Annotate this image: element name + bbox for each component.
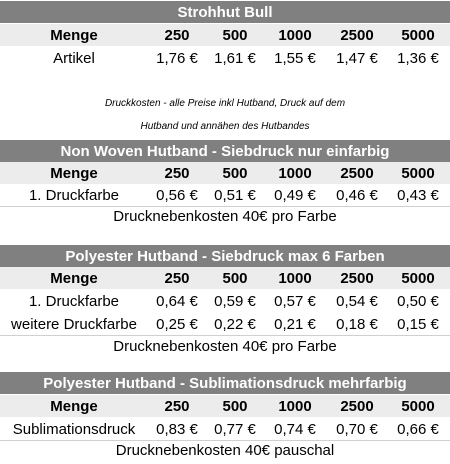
qty-2500: 2500 — [340, 26, 374, 44]
price-cell: 0,59 € — [214, 292, 256, 310]
header-label: Menge — [50, 269, 98, 287]
qty-500: 500 — [222, 397, 248, 415]
price-cell: 0,77 € — [214, 420, 256, 438]
row-label: 1. Druckfarbe — [28, 186, 120, 204]
row-label: Sublimationsdruck — [12, 420, 136, 438]
price-cell: 1,47 € — [336, 49, 378, 67]
polyester-sieb-header-row — [0, 267, 450, 289]
nonwoven-note: Drucknebenkosten 40€ pro Farbe — [113, 208, 337, 225]
strohhut-header-row — [0, 24, 450, 46]
price-cell: 0,21 € — [274, 315, 316, 333]
polyester-subli-header-row — [0, 395, 450, 417]
qty-250: 250 — [164, 397, 190, 415]
price-cell: 0,66 € — [397, 420, 439, 438]
row-label: Artikel — [53, 49, 95, 67]
price-cell: 1,55 € — [274, 49, 316, 67]
qty-1000: 1000 — [278, 164, 312, 182]
intro-note-line1: Druckkosten - alle Preise inkl Hutband, Druck auf dem — [104, 98, 346, 109]
price-cell: 0,43 € — [397, 186, 439, 204]
qty-250: 250 — [164, 26, 190, 44]
polyester-sieb-row-2 — [0, 313, 450, 335]
nonwoven-title: Non Woven Hutband - Siebdruck nur einfarbig — [0, 140, 450, 162]
price-cell: 0,83 € — [156, 420, 198, 438]
divider — [0, 440, 450, 441]
row-label: 1. Druckfarbe — [28, 292, 120, 310]
price-cell: 0,49 € — [274, 186, 316, 204]
qty-250: 250 — [164, 164, 190, 182]
qty-2500: 2500 — [340, 397, 374, 415]
intro-note-line2: Hutband und annähen des Hutbandes — [140, 121, 310, 132]
header-label: Menge — [50, 26, 98, 44]
qty-500: 500 — [222, 164, 248, 182]
price-cell: 0,57 € — [274, 292, 316, 310]
qty-500: 500 — [222, 269, 248, 287]
divider — [0, 335, 450, 336]
polyester-sieb-note: Drucknebenkosten 40€ pro Farbe — [113, 338, 337, 355]
qty-2500: 2500 — [340, 269, 374, 287]
price-cell: 1,36 € — [397, 49, 439, 67]
strohhut-article-row — [0, 47, 450, 69]
price-cell: 0,54 € — [336, 292, 378, 310]
polyester-subli-note: Drucknebenkosten 40€ pauschal — [115, 442, 335, 459]
header-label: Menge — [50, 164, 98, 182]
qty-5000: 5000 — [401, 397, 435, 415]
qty-5000: 5000 — [401, 26, 435, 44]
polyester-sieb-title: Polyester Hutband - Siebdruck max 6 Farben — [0, 245, 450, 267]
price-cell: 0,18 € — [336, 315, 378, 333]
qty-5000: 5000 — [401, 164, 435, 182]
qty-1000: 1000 — [278, 26, 312, 44]
divider — [0, 206, 450, 207]
qty-1000: 1000 — [278, 269, 312, 287]
row-label: weitere Druckfarbe — [11, 315, 137, 333]
qty-1000: 1000 — [278, 397, 312, 415]
price-cell: 0,25 € — [156, 315, 198, 333]
qty-250: 250 — [164, 269, 190, 287]
strohhut-title: Strohhut Bull — [0, 1, 450, 23]
price-cell: 0,50 € — [397, 292, 439, 310]
price-cell: 0,56 € — [156, 186, 198, 204]
price-cell: 0,70 € — [336, 420, 378, 438]
qty-2500: 2500 — [340, 164, 374, 182]
header-label: Menge — [50, 397, 98, 415]
price-cell: 0,51 € — [214, 186, 256, 204]
price-cell: 1,61 € — [214, 49, 256, 67]
nonwoven-row-1 — [0, 184, 450, 206]
qty-500: 500 — [222, 26, 248, 44]
polyester-subli-title: Polyester Hutband - Sublimationsdruck mehrfarbig — [0, 372, 450, 394]
polyester-sieb-row-1 — [0, 290, 450, 312]
polyester-subli-row-1 — [0, 418, 450, 440]
nonwoven-header-row — [0, 162, 450, 184]
price-cell: 0,74 € — [274, 420, 316, 438]
qty-5000: 5000 — [401, 269, 435, 287]
price-cell: 0,15 € — [397, 315, 439, 333]
price-cell: 0,22 € — [214, 315, 256, 333]
price-cell: 1,76 € — [156, 49, 198, 67]
price-cell: 0,64 € — [156, 292, 198, 310]
price-cell: 0,46 € — [336, 186, 378, 204]
